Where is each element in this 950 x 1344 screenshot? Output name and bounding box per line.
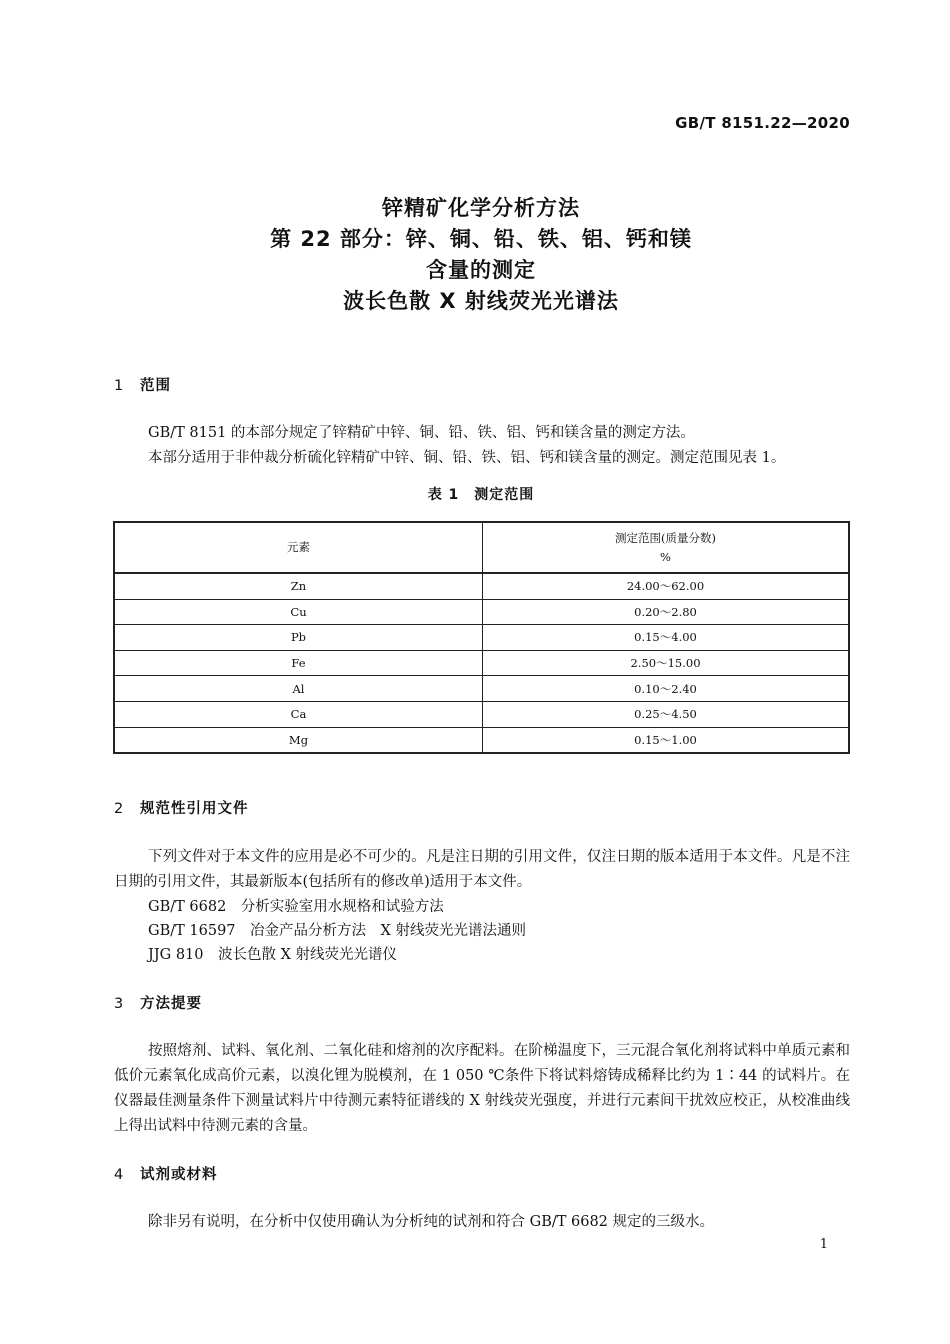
element-cell: Zn bbox=[114, 573, 483, 599]
range-cell: 0.15～1.00 bbox=[483, 727, 850, 753]
title-line-2: 第 22 部分：锌、铜、铅、铁、铝、钙和镁 bbox=[270, 227, 692, 251]
table-row bbox=[114, 727, 849, 753]
section-heading-scope bbox=[114, 374, 171, 395]
table-row bbox=[114, 650, 849, 676]
title-line-3: 含量的测定 bbox=[426, 258, 536, 282]
range-cell: 24.00～62.00 bbox=[483, 573, 850, 599]
section-heading-normative-references bbox=[114, 797, 249, 818]
paragraph: 本部分适用于非仲裁分析硫化锌精矿中锌、铜、铅、铁、铝、钙和镁含量的测定。测定范围见表 1。 bbox=[148, 450, 786, 466]
standard-code: GB/T 8151.22—2020 bbox=[675, 114, 850, 132]
range-cell: 0.10～2.40 bbox=[483, 676, 850, 702]
section-number: 2 bbox=[114, 801, 125, 817]
title-line-4: 波长色散 X 射线荧光光谱法 bbox=[343, 289, 619, 313]
paragraph: 按照熔剂、试料、氧化剂、二氧化硅和熔剂的次序配料。在阶梯温度下，三元混合氧化剂将试料中单质元素和低价元素氧化成高价元素，以溴化锂为脱模剂，在 1 050 ℃条件下将试料熔铸成稀释比约为 1∶44 的试料片。在仪器最佳测量条件下测量试料片中待测元素特征谱线的 X 射线荧光强度，并进行元素间干扰效应校正，从校准曲线上得出试料中待测元素的含量。 bbox=[114, 1043, 850, 1134]
title-line-1: 锌精矿化学分析方法 bbox=[382, 196, 580, 220]
range-cell: 0.25～4.50 bbox=[483, 701, 850, 727]
paragraph: 下列文件对于本文件的应用是必不可少的。凡是注日期的引用文件，仅注日期的版本适用于本文件。凡是不注日期的引用文件，其最新版本(包括所有的修改单)适用于本文件。 bbox=[114, 849, 850, 890]
section-number: 3 bbox=[114, 996, 125, 1012]
section-heading-reagents bbox=[114, 1163, 218, 1184]
reference-item: GB/T 16597 冶金产品分析方法 X 射线荧光光谱法通则 bbox=[148, 923, 526, 939]
section-number: 4 bbox=[114, 1167, 125, 1183]
column-header-range bbox=[483, 522, 850, 573]
column-header-element: 元素 bbox=[114, 522, 483, 573]
element-cell: Cu bbox=[114, 599, 483, 625]
table-row bbox=[114, 625, 849, 651]
section-title: 范围 bbox=[140, 378, 171, 394]
section-number: 1 bbox=[114, 378, 125, 394]
range-header-unit: % bbox=[660, 549, 671, 564]
element-cell: Al bbox=[114, 676, 483, 702]
table-row bbox=[114, 701, 849, 727]
range-cell: 0.20～2.80 bbox=[483, 599, 850, 625]
paragraph: GB/T 8151 的本部分规定了锌精矿中锌、铜、铅、铁、铝、钙和镁含量的测定方法。 bbox=[148, 425, 695, 441]
range-header-label: 测定范围(质量分数) bbox=[615, 530, 716, 545]
table-row bbox=[114, 573, 849, 599]
page-number: 1 bbox=[819, 1237, 828, 1252]
paragraph: 除非另有说明，在分析中仅使用确认为分析纯的试剂和符合 GB/T 6682 规定的三级水。 bbox=[148, 1214, 715, 1230]
document-title bbox=[0, 193, 950, 317]
element-cell: Fe bbox=[114, 650, 483, 676]
measurement-range-table bbox=[113, 521, 850, 754]
table-caption: 表 1 测定范围 bbox=[427, 487, 535, 503]
element-cell: Mg bbox=[114, 727, 483, 753]
element-cell: Pb bbox=[114, 625, 483, 651]
reference-item: JJG 810 波长色散 X 射线荧光光谱仪 bbox=[148, 947, 398, 963]
table-row bbox=[114, 676, 849, 702]
section-title: 规范性引用文件 bbox=[140, 801, 249, 817]
element-cell: Ca bbox=[114, 701, 483, 727]
table-row bbox=[114, 599, 849, 625]
range-cell: 0.15～4.00 bbox=[483, 625, 850, 651]
section-heading-method-principle bbox=[114, 992, 202, 1013]
reference-item: GB/T 6682 分析实验室用水规格和试验方法 bbox=[148, 899, 444, 915]
section-title: 试剂或材料 bbox=[140, 1167, 218, 1183]
range-cell: 2.50～15.00 bbox=[483, 650, 850, 676]
section-title: 方法提要 bbox=[140, 996, 202, 1012]
table-header-row bbox=[114, 522, 849, 573]
